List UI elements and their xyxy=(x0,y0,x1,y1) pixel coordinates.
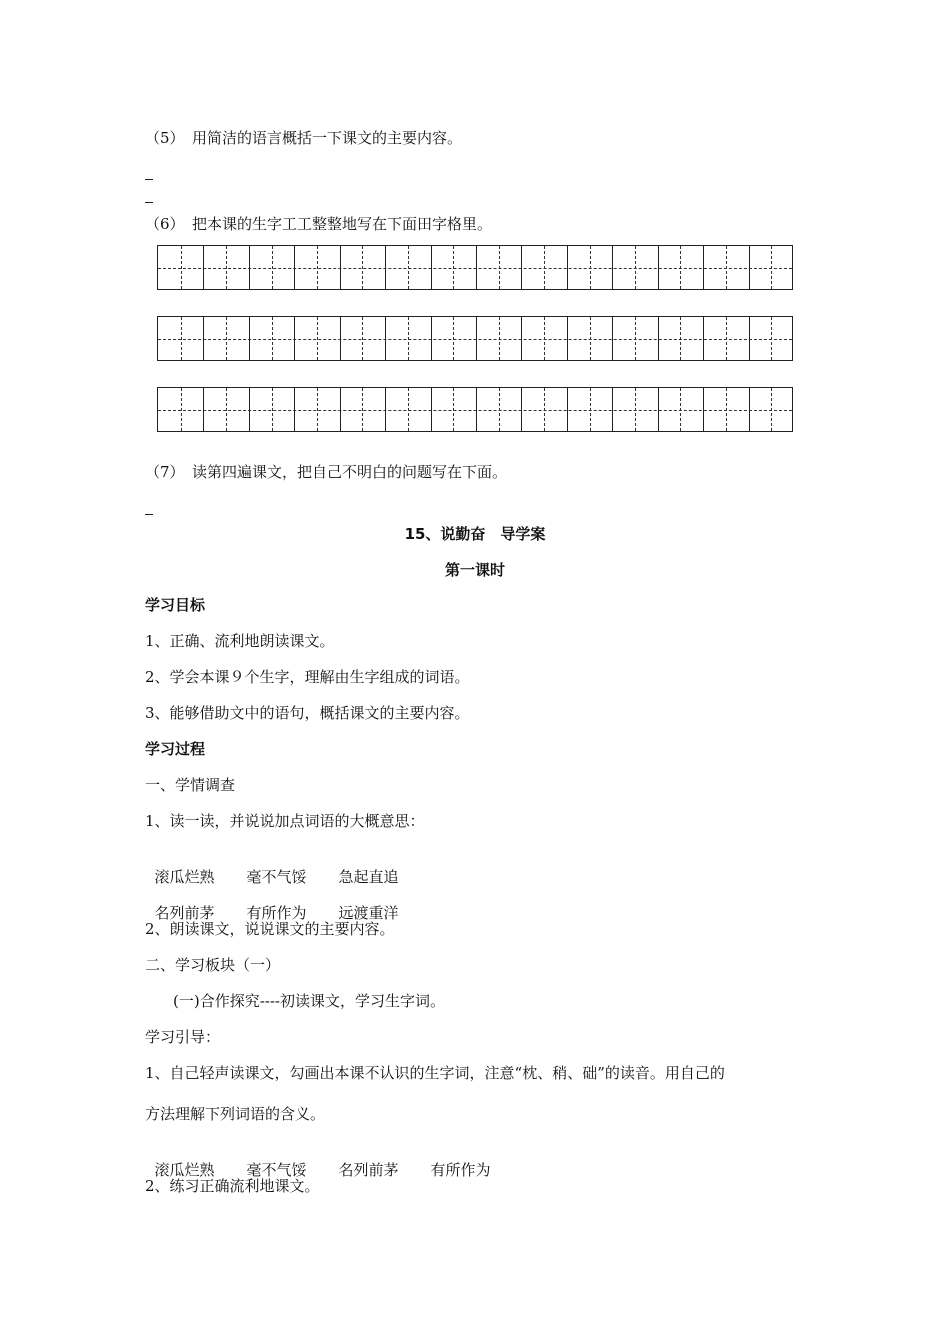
grid-cell-border xyxy=(521,246,522,289)
word-row xyxy=(145,1140,491,1180)
word: 有所作为 xyxy=(430,1161,491,1179)
process-heading: 学习过程 xyxy=(145,740,206,758)
grid-cell-border xyxy=(249,317,250,360)
grid-cell-midline xyxy=(771,317,772,360)
question-5: （5） 用简洁的语言概括一下课文的主要内容。 xyxy=(145,129,463,147)
grid-cell-midline xyxy=(453,317,454,360)
grid-cell-midline xyxy=(726,246,727,289)
goal-item: 3、能够借助文中的语句，概括课文的主要内容。 xyxy=(145,704,470,722)
grid-cell-midline xyxy=(544,246,545,289)
grid-cell-border xyxy=(249,388,250,431)
grid-cell-midline xyxy=(317,388,318,431)
grid-cell-midline xyxy=(590,317,591,360)
list-item: 2、朗读课文，说说课文的主要内容。 xyxy=(145,920,395,938)
grid-cell-midline xyxy=(408,246,409,289)
answer-line xyxy=(145,202,153,203)
grid-cell-midline xyxy=(362,388,363,431)
word: 急起直追 xyxy=(338,868,399,886)
grid-cell-border xyxy=(340,388,341,431)
goals-heading: 学习目标 xyxy=(145,596,206,614)
question-7: （7） 读第四遍课文，把自己不明白的问题写在下面。 xyxy=(145,463,508,481)
grid-cell-border xyxy=(703,317,704,360)
word-row xyxy=(145,883,399,923)
grid-cell-border xyxy=(431,246,432,289)
guide-item: 2、练习正确流利地课文。 xyxy=(145,1177,320,1195)
answer-line xyxy=(145,179,153,180)
grid-cell-midline xyxy=(590,246,591,289)
word: 滚瓜烂熟 xyxy=(154,1161,215,1179)
grid-cell-border xyxy=(476,246,477,289)
grid-cell-border xyxy=(476,388,477,431)
grid-cell-border xyxy=(385,388,386,431)
grid-cell-border xyxy=(703,246,704,289)
document-subtitle: 第一课时 xyxy=(444,561,505,579)
grid-cell-border xyxy=(340,317,341,360)
grid-cell-border xyxy=(385,317,386,360)
grid-cell-midline xyxy=(181,317,182,360)
grid-cell-midline xyxy=(362,317,363,360)
grid-cell-midline xyxy=(771,388,772,431)
grid-cell-border xyxy=(749,388,750,431)
grid-cell-border xyxy=(749,317,750,360)
grid-cell-border xyxy=(203,246,204,289)
grid-cell-midline xyxy=(226,246,227,289)
answer-line xyxy=(145,514,153,515)
section-heading: 二、学习板块（一） xyxy=(145,956,281,974)
word: 滚瓜烂熟 xyxy=(154,868,215,886)
tianzige-row[interactable] xyxy=(157,316,793,361)
grid-cell-midline xyxy=(771,246,772,289)
question-6: （6） 把本课的生字工工整整地写在下面田字格里。 xyxy=(145,215,493,233)
word: 有所作为 xyxy=(246,904,307,922)
word: 毫不气馁 xyxy=(246,868,307,886)
grid-cell-border xyxy=(203,388,204,431)
grid-cell-midline xyxy=(590,388,591,431)
tianzige-row[interactable] xyxy=(157,245,793,290)
section-heading: 一、学情调查 xyxy=(145,776,236,794)
grid-cell-midline xyxy=(635,246,636,289)
grid-cell-midline xyxy=(499,246,500,289)
grid-cell-border xyxy=(612,388,613,431)
grid-cell-midline xyxy=(181,388,182,431)
word-row xyxy=(145,847,399,887)
grid-cell-midline xyxy=(272,317,273,360)
grid-cell-midline xyxy=(317,246,318,289)
grid-cell-midline xyxy=(408,388,409,431)
word: 毫不气馁 xyxy=(246,1161,307,1179)
word: 名列前茅 xyxy=(154,904,215,922)
grid-cell-border xyxy=(476,317,477,360)
grid-cell-midline xyxy=(181,246,182,289)
grid-midline xyxy=(158,410,792,411)
document-title: 15、说勤奋 导学案 xyxy=(404,525,546,543)
grid-cell-border xyxy=(294,246,295,289)
subsection-heading: (一)合作探究----初读课文，学习生字词。 xyxy=(173,992,445,1010)
grid-cell-border xyxy=(749,246,750,289)
grid-cell-border xyxy=(431,388,432,431)
grid-cell-border xyxy=(385,246,386,289)
grid-cell-midline xyxy=(680,388,681,431)
grid-cell-midline xyxy=(362,246,363,289)
grid-cell-midline xyxy=(226,388,227,431)
grid-cell-border xyxy=(521,317,522,360)
grid-cell-border xyxy=(612,246,613,289)
grid-cell-border xyxy=(658,246,659,289)
list-item: 1、读一读，并说说加点词语的大概意思： xyxy=(145,812,425,830)
grid-cell-border xyxy=(658,317,659,360)
grid-cell-midline xyxy=(680,246,681,289)
grid-cell-border xyxy=(521,388,522,431)
grid-cell-border xyxy=(294,388,295,431)
grid-cell-midline xyxy=(272,246,273,289)
grid-cell-border xyxy=(658,388,659,431)
grid-cell-border xyxy=(567,317,568,360)
grid-cell-midline xyxy=(544,388,545,431)
grid-cell-border xyxy=(612,317,613,360)
guide-item: 1、自己轻声读课文，勾画出本课不认识的生字词，注意“枕、稍、础”的读音。用自己的 xyxy=(145,1064,725,1082)
grid-cell-border xyxy=(567,246,568,289)
grid-cell-midline xyxy=(272,388,273,431)
goal-item: 1、正确、流利地朗读课文。 xyxy=(145,632,335,650)
grid-cell-midline xyxy=(726,388,727,431)
goal-item: 2、学会本课９个生字，理解由生字组成的词语。 xyxy=(145,668,470,686)
tianzige-row[interactable] xyxy=(157,387,793,432)
grid-cell-midline xyxy=(317,317,318,360)
grid-midline xyxy=(158,268,792,269)
grid-cell-midline xyxy=(499,317,500,360)
grid-cell-border xyxy=(203,317,204,360)
grid-cell-border xyxy=(703,388,704,431)
grid-cell-midline xyxy=(499,388,500,431)
grid-cell-midline xyxy=(635,317,636,360)
guide-label: 学习引导： xyxy=(145,1028,221,1046)
word: 远渡重洋 xyxy=(338,904,399,922)
guide-item-continued: 方法理解下列词语的含义。 xyxy=(145,1105,326,1123)
grid-cell-midline xyxy=(453,246,454,289)
grid-cell-midline xyxy=(453,388,454,431)
word: 名列前茅 xyxy=(338,1161,399,1179)
grid-cell-midline xyxy=(544,317,545,360)
grid-cell-border xyxy=(249,246,250,289)
grid-cell-border xyxy=(294,317,295,360)
grid-cell-midline xyxy=(680,317,681,360)
grid-cell-midline xyxy=(726,317,727,360)
grid-cell-midline xyxy=(226,317,227,360)
grid-midline xyxy=(158,339,792,340)
grid-cell-border xyxy=(431,317,432,360)
grid-cell-border xyxy=(340,246,341,289)
grid-cell-midline xyxy=(635,388,636,431)
grid-cell-midline xyxy=(408,317,409,360)
grid-cell-border xyxy=(567,388,568,431)
